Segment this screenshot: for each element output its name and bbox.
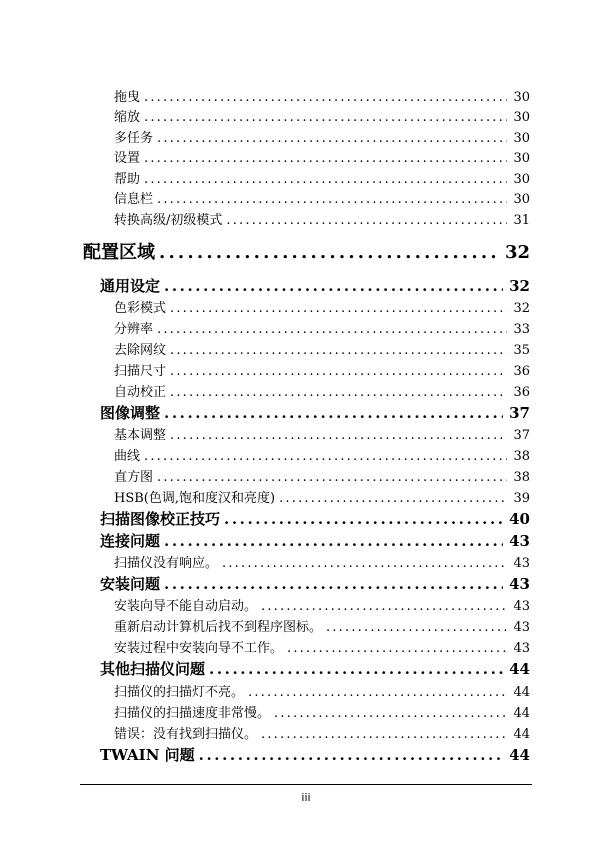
toc-entry-page: 44 [509, 746, 530, 764]
toc-entry-page: 30 [513, 172, 530, 187]
toc-dot-leader [326, 620, 507, 635]
toc-entry[interactable] [114, 681, 530, 701]
toc-dot-leader [159, 242, 499, 263]
toc-entry-title: 配置区域 [83, 242, 155, 263]
toc-entry-page: 44 [513, 727, 530, 742]
toc-entry-title: 扫描仪没有响应。 [114, 556, 219, 571]
toc-entry-title: 扫描尺寸 [114, 364, 167, 379]
toc-dot-leader [226, 213, 507, 228]
toc-entry-page: 44 [509, 660, 530, 678]
toc-dot-leader [261, 727, 507, 742]
footer-page-number: iii [301, 791, 311, 804]
toc-entry-page: 44 [513, 706, 530, 721]
toc-dot-leader [170, 385, 507, 400]
toc-entry-page: 43 [513, 620, 530, 635]
toc-entry-page: 43 [513, 556, 530, 571]
toc-entry[interactable] [114, 637, 530, 657]
toc-entry[interactable] [114, 381, 530, 401]
toc-dot-leader [144, 151, 507, 166]
toc-entry-page: 33 [513, 322, 530, 337]
toc-entry[interactable] [114, 445, 530, 465]
toc-entry-title: 连接问题 [100, 532, 161, 550]
toc-dot-leader [157, 131, 507, 146]
toc-entry-page: 32 [509, 277, 530, 295]
toc-entry[interactable] [114, 552, 530, 572]
toc-dot-leader [144, 172, 507, 187]
toc-entry-page: 37 [513, 428, 530, 443]
toc-entry-title: 直方图 [114, 470, 154, 485]
toc-dot-leader [144, 90, 507, 105]
toc-entry[interactable] [114, 106, 530, 126]
toc-entry[interactable] [114, 339, 530, 359]
toc-entry-page: 38 [513, 449, 530, 464]
toc-dot-leader [209, 660, 503, 678]
toc-entry[interactable] [114, 702, 530, 722]
toc-entry[interactable] [100, 744, 530, 766]
toc-entry-title: 错误：没有找到扫描仪。 [114, 727, 258, 742]
toc-entry-title: 图像调整 [100, 404, 161, 422]
toc-dot-leader [279, 491, 507, 506]
toc-entry-title: 拖曳 [114, 90, 141, 105]
toc-dot-leader [170, 301, 507, 316]
toc-entry-page: 30 [513, 90, 530, 105]
toc-entry-title: 通用设定 [100, 277, 161, 295]
toc-dot-leader [170, 364, 507, 379]
toc-entry-title: 转换高级/初级模式 [114, 213, 223, 228]
toc-entry-title: 扫描图像校正技巧 [100, 510, 221, 528]
toc-entry-page: 32 [504, 242, 530, 263]
toc-entry-title: 安装问题 [100, 575, 161, 593]
toc-entry[interactable] [114, 616, 530, 636]
toc-dot-leader [170, 428, 507, 443]
toc-entry-title: HSB(色调,饱和度汉和亮度) [114, 491, 276, 506]
toc-entry-page: 31 [513, 213, 530, 228]
toc-entry-page: 38 [513, 470, 530, 485]
toc-entry[interactable] [100, 402, 530, 424]
toc-dot-leader [222, 556, 507, 571]
toc-entry-title: 扫描仪的扫描灯不亮。 [114, 685, 245, 700]
toc-dot-leader [164, 575, 503, 593]
toc-entry-page: 43 [513, 599, 530, 614]
toc-entry-title: 扫描仪的扫描速度非常慢。 [114, 706, 271, 721]
toc-entry[interactable] [100, 275, 530, 297]
toc-entry[interactable] [114, 168, 530, 188]
toc-entry-page: 30 [513, 151, 530, 166]
toc-entry-page: 43 [509, 532, 530, 550]
toc-entry-page: 44 [513, 685, 530, 700]
toc-entry[interactable] [114, 318, 530, 338]
toc-entry-page: 30 [513, 192, 530, 207]
toc-dot-leader [261, 599, 507, 614]
toc-entry-title: 基本调整 [114, 428, 167, 443]
toc-entry[interactable] [114, 297, 530, 317]
toc-dot-leader [248, 685, 507, 700]
toc-dot-leader [224, 510, 503, 528]
toc-entry[interactable] [100, 508, 530, 530]
toc-dot-leader [287, 641, 507, 656]
toc-entry-page: 36 [513, 385, 530, 400]
toc-entry-page: 37 [509, 404, 530, 422]
toc-entry-page: 30 [513, 131, 530, 146]
toc-entry[interactable] [114, 147, 530, 167]
toc-entry-page: 43 [509, 575, 530, 593]
toc-dot-leader [157, 322, 507, 337]
toc-entry[interactable] [100, 530, 530, 552]
toc-entry-title: 帮助 [114, 172, 141, 187]
toc-entry-title: 自动校正 [114, 385, 167, 400]
toc-entry-title: 信息栏 [114, 192, 154, 207]
toc-dot-leader [170, 343, 507, 358]
toc-dot-leader [144, 449, 507, 464]
toc-dot-leader [157, 470, 507, 485]
toc-entry-title: 分辨率 [114, 322, 154, 337]
toc-entry-title: 设置 [114, 151, 141, 166]
toc-entry-title: 重新启动计算机后找不到程序图标。 [114, 620, 323, 635]
toc-entry[interactable] [114, 466, 530, 486]
toc-entry-page: 30 [513, 110, 530, 125]
toc-entry[interactable] [100, 658, 530, 680]
toc-dot-leader [157, 192, 507, 207]
toc-dot-leader [199, 746, 503, 764]
toc-entry-title: 安装向导不能自动启动。 [114, 599, 258, 614]
toc-entry[interactable] [114, 487, 530, 507]
toc-entry-page: 39 [513, 491, 530, 506]
toc-entry[interactable] [114, 595, 530, 615]
toc-entry-page: 35 [513, 343, 530, 358]
toc-entry[interactable] [114, 127, 530, 147]
toc-dot-leader [164, 532, 503, 550]
toc-entry-title: 其他扫描仪问题 [100, 660, 206, 678]
footer-divider [80, 784, 532, 785]
toc-entry[interactable] [114, 360, 530, 380]
toc-entry-title: 去除网纹 [114, 343, 167, 358]
toc-dot-leader [144, 110, 507, 125]
toc-entry-title: 多任务 [114, 131, 154, 146]
toc-entry[interactable] [114, 424, 530, 444]
toc-entry[interactable] [83, 238, 530, 264]
toc-entry[interactable] [114, 188, 530, 208]
toc-entry-page: 32 [513, 301, 530, 316]
toc-entry-page: 40 [509, 510, 530, 528]
toc-entry-title: 安装过程中安装向导不工作。 [114, 641, 284, 656]
toc-entry[interactable] [114, 86, 530, 106]
toc-entry[interactable] [100, 573, 530, 595]
toc-dot-leader [164, 277, 503, 295]
toc-entry[interactable] [114, 723, 530, 743]
toc-entry-title: TWAIN 问题 [100, 746, 195, 764]
toc-entry-title: 曲线 [114, 449, 141, 464]
toc-entry-page: 43 [513, 641, 530, 656]
toc-entry-title: 缩放 [114, 110, 141, 125]
toc-entry-page: 36 [513, 364, 530, 379]
toc-dot-leader [274, 706, 507, 721]
toc-entry[interactable] [114, 209, 530, 229]
toc-entry-title: 色彩模式 [114, 301, 167, 316]
toc-dot-leader [164, 404, 503, 422]
